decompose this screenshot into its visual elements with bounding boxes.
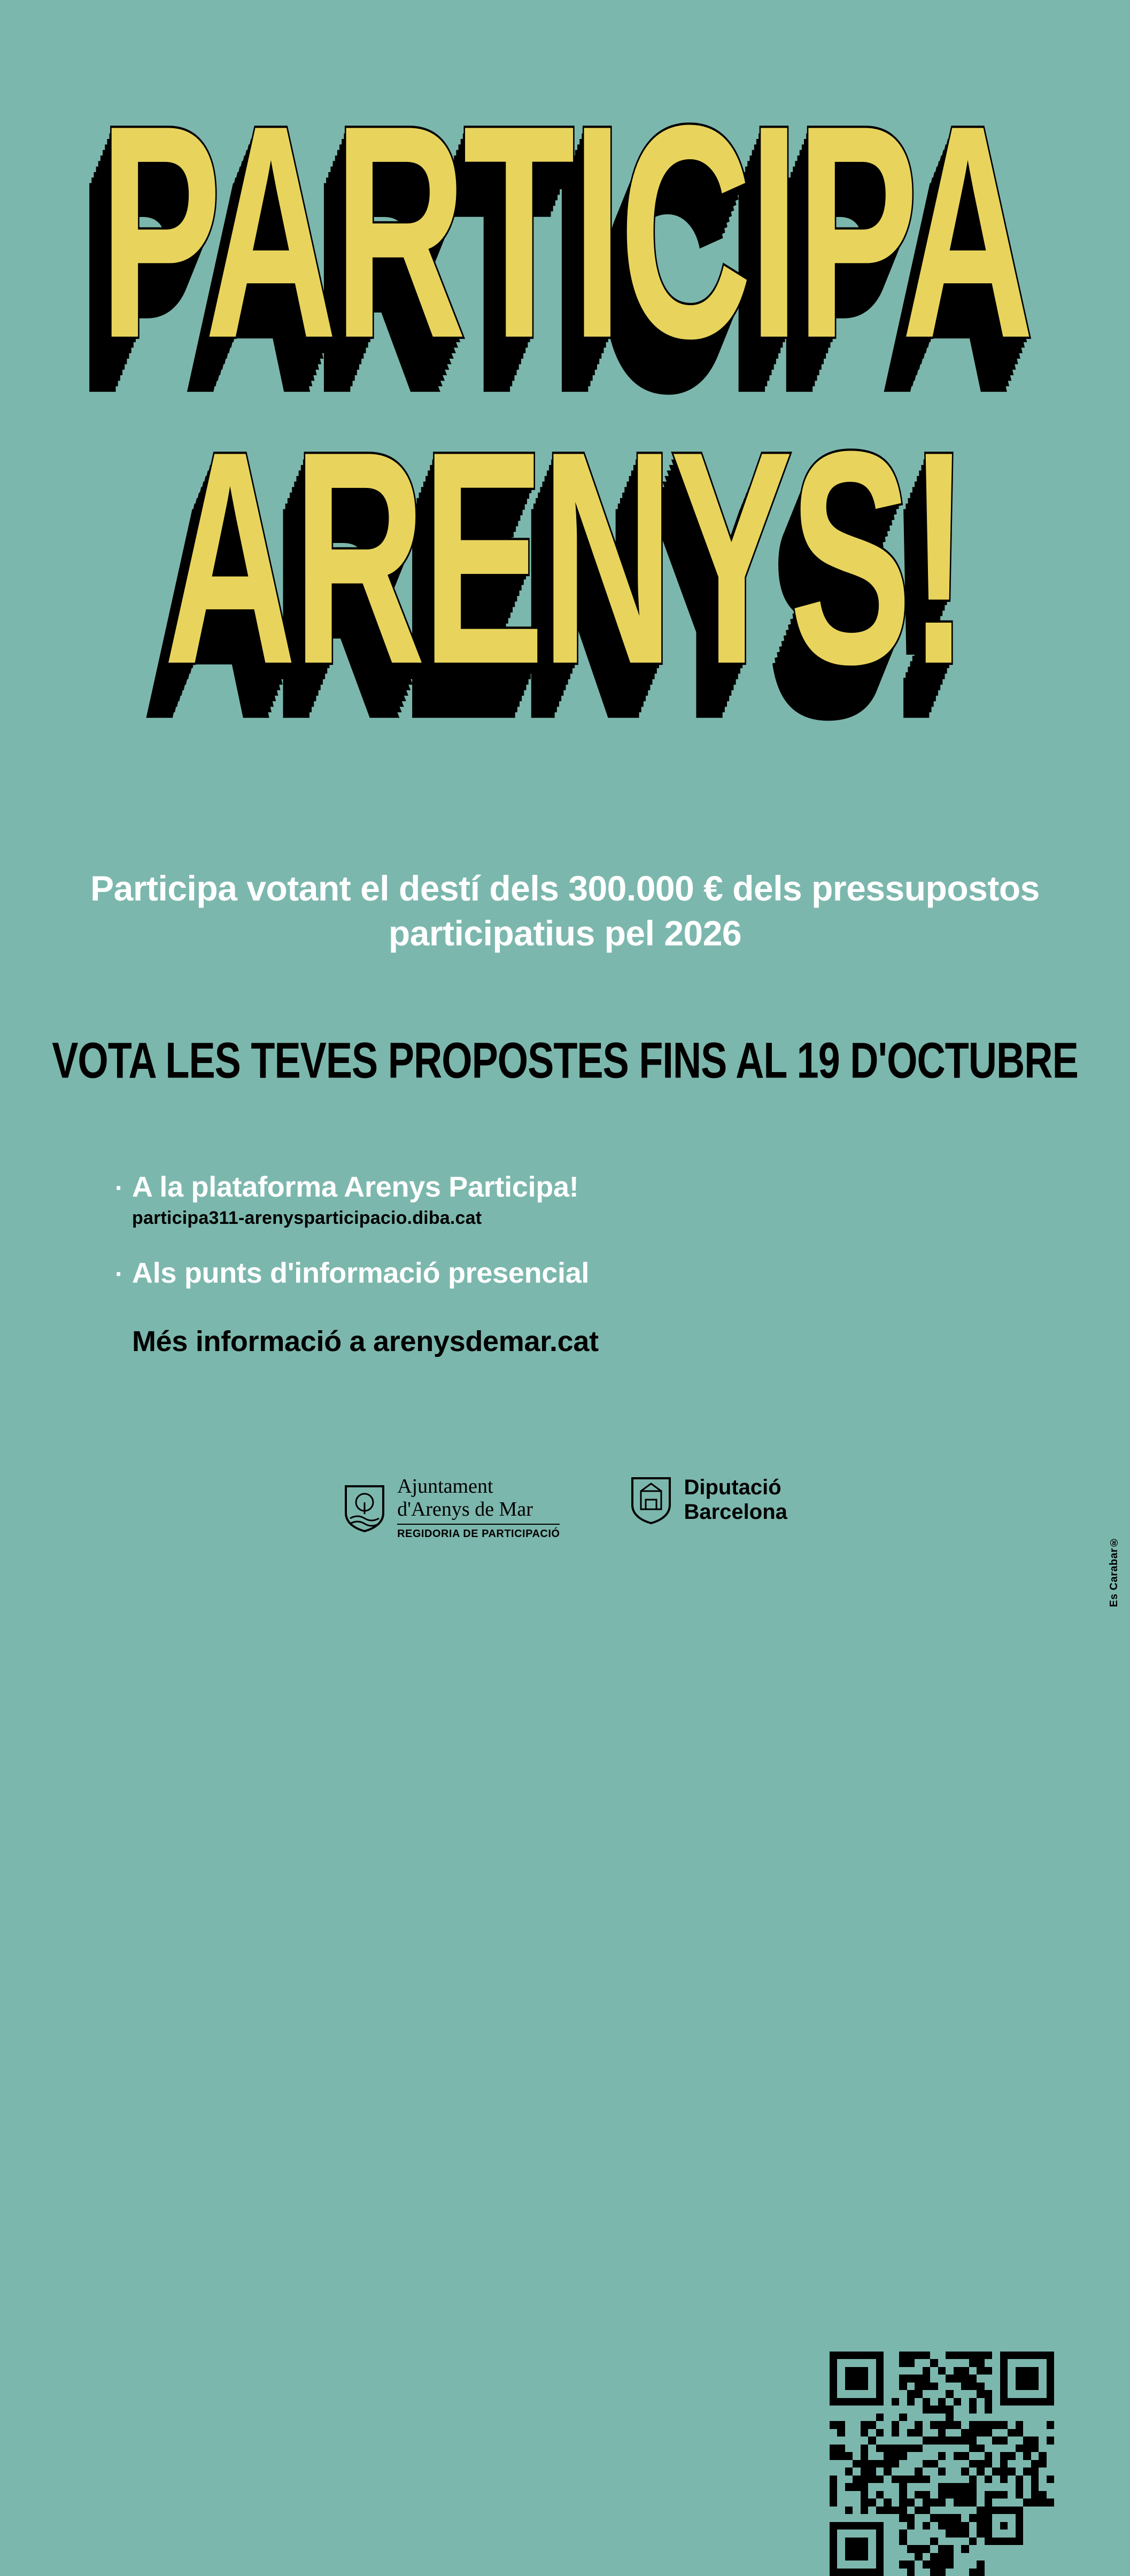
ajuntament-line-1: Ajuntament: [397, 1475, 493, 1498]
spacer: [115, 1229, 810, 1256]
qr-matrix: [830, 2352, 1054, 2576]
info-item-label-2: Als punts d'informació presencial: [132, 1257, 590, 1289]
tree-shield-icon: [343, 1483, 386, 1532]
deadline-banner: VOTA LES TEVES PROPOSTES FINS AL 19 D'OCTUBRE: [52, 1032, 1078, 1089]
headline-block: [0, 61, 1130, 839]
ajuntament-line-3: REGIDORIA DE PARTICIPACIÓ: [397, 1524, 560, 1540]
logo-ajuntament: [343, 1475, 560, 1540]
bullet-icon: ·: [115, 1174, 123, 1202]
diputacio-line-1: Diputació: [684, 1476, 781, 1499]
platform-url[interactable]: participa311-arenysparticipacio.diba.cat: [132, 1208, 482, 1228]
diputacio-line-2: Barcelona: [684, 1500, 787, 1524]
logo-diputacio: [629, 1475, 787, 1524]
footer-logos: [0, 1475, 1130, 1540]
info-area: [0, 1170, 1130, 1427]
list-item: [115, 1256, 810, 1290]
credit-text: Es Carabar®: [1108, 1535, 1120, 1607]
qr-code[interactable]: [830, 2352, 1054, 2576]
more-info-line: Més informació a arenysdemar.cat: [132, 1325, 599, 1357]
list-item: [115, 1170, 810, 1204]
subtitle: Participa votant el destí dels 300.000 € dels pressupostos participatius pel 2026: [90, 868, 1040, 953]
ajuntament-line-2: d'Arenys de Mar: [397, 1498, 533, 1520]
diba-shield-icon: [629, 1475, 673, 1524]
logo-text-diputacio: [684, 1475, 787, 1524]
info-list: [115, 1170, 810, 1358]
bullet-icon: ·: [115, 1260, 123, 1289]
info-item-label-1: A la plataforma Arenys Participa!: [132, 1171, 579, 1203]
headline-line-2: ARENYS!: [164, 387, 966, 727]
headline-line-1: PARTICIPA: [99, 61, 1031, 401]
logo-text-ajuntament: [397, 1475, 560, 1540]
